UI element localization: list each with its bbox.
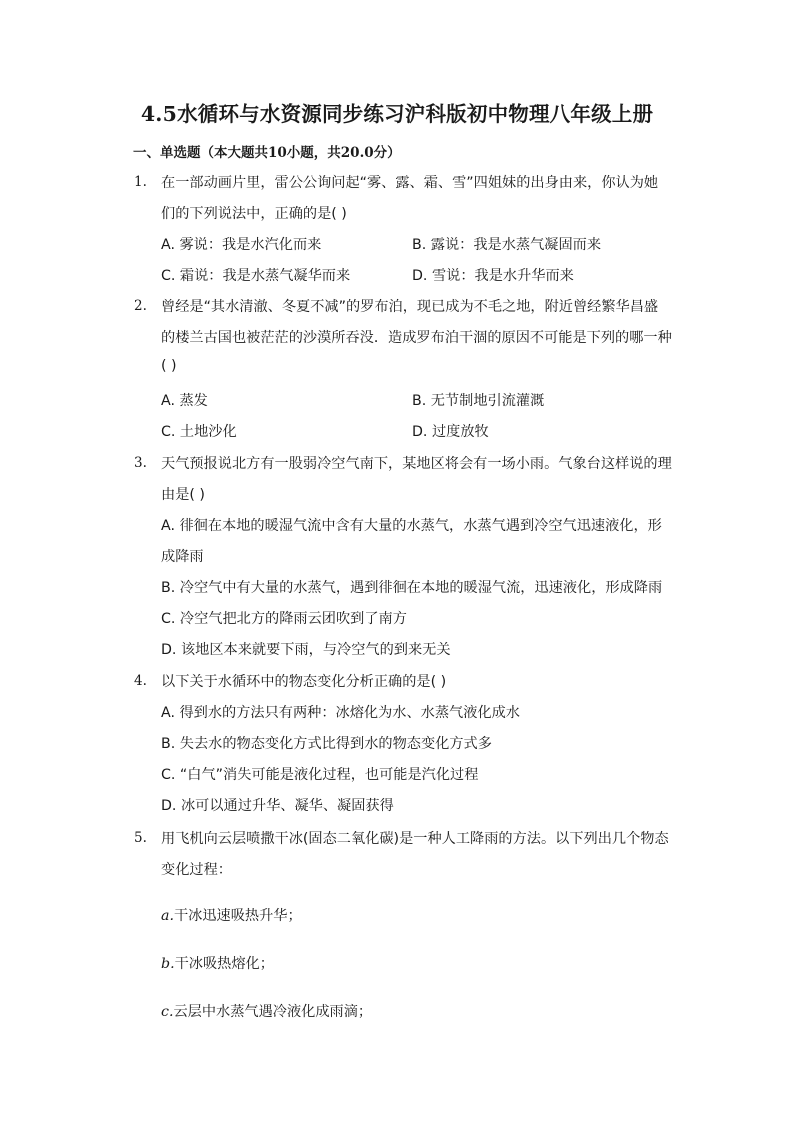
option-c: C. “白气”消失可能是液化过程，也可能是汽化过程 [161,767,479,783]
question-text-line: 天气预报说北方有一股弱冷空气南下，某地区将会有一场小雨。气象台这样说的理 [161,456,672,472]
option-d: D. 该地区本来就要下雨，与冷空气的到来无关 [161,642,451,658]
option-b: B. 无节制地引流灌溉 [412,393,545,409]
process-step-a [161,905,302,925]
option-a: A. 徘徊在本地的暖湿气流中含有大量的水蒸气，水蒸气遇到冷空气迅速液化，形 [161,518,662,534]
question-number: 4. [134,673,147,689]
option-a: A. 雾说：我是水汽化而来 [161,237,322,253]
step-letter: c. [161,1004,174,1020]
step-letter: b. [161,956,175,972]
question-number: 1. [134,174,147,190]
option-c: C. 土地沙化 [161,424,237,440]
question-text-line: 由是( ) [161,487,205,503]
option-a: A. 得到水的方法只有两种：冰熔化为水、水蒸气液化成水 [161,705,520,721]
question-text-line: 在一部动画片里，雷公公询问起“雾、露、霜、雪”四姐妹的出身由来，你认为她 [161,175,659,191]
option-b: B. 露说：我是水蒸气凝固而来 [412,237,602,253]
step-text: 干冰吸热熔化； [174,956,274,972]
page-title: 4.5水循环与水资源同步练习沪科版初中物理八年级上册 [140,102,654,126]
step-letter: a. [161,908,174,924]
option-b: B. 冷空气中有大量的水蒸气，遇到徘徊在本地的暖湿气流，迅速液化，形成降雨 [161,580,663,596]
option-d: D. 雪说：我是水升华而来 [412,268,574,284]
step-text: 干冰迅速吸热升华； [173,908,302,924]
question-text-line: 用飞机向云层喷撒干冰(固态二氧化碳)是一种人工降雨的方法。以下列出几个物态 [161,831,669,847]
question-text-line: 们的下列说法中，正确的是( ) [161,206,347,222]
question-number: 3. [134,455,147,471]
option-b: B. 失去水的物态变化方式比得到水的物态变化方式多 [161,736,492,752]
section-heading: 一、单选题（本大题共10小题，共20.0分） [133,145,401,161]
question-text-line: ( ) [161,358,177,374]
step-text: 云层中水蒸气遇冷液化成雨滴； [173,1004,373,1020]
question-text-line: 变化过程： [161,862,232,878]
question-number: 5. [134,830,147,846]
question-number: 2. [134,298,147,314]
option-d: D. 冰可以通过升华、凝华、凝固获得 [161,798,394,814]
question-text-line: 的楼兰古国也被茫茫的沙漠所吞没．造成罗布泊干涸的原因不可能是下列的哪一种 [161,330,672,346]
process-step-c [161,1001,372,1021]
option-d: D. 过度放牧 [412,424,489,440]
option-c: C. 冷空气把北方的降雨云团吹到了南方 [161,611,407,627]
option-a: A. 蒸发 [161,393,208,409]
question-text-line: 曾经是“其水清澈、冬夏不减”的罗布泊，现已成为不毛之地，附近曾经繁华昌盛 [161,299,659,315]
option-a-continued: 成降雨 [161,549,204,565]
question-text-line: 以下关于水循环中的物态变化分析正确的是( ) [161,674,447,690]
process-step-b [161,953,274,973]
option-c: C. 霜说：我是水蒸气凝华而来 [161,268,351,284]
